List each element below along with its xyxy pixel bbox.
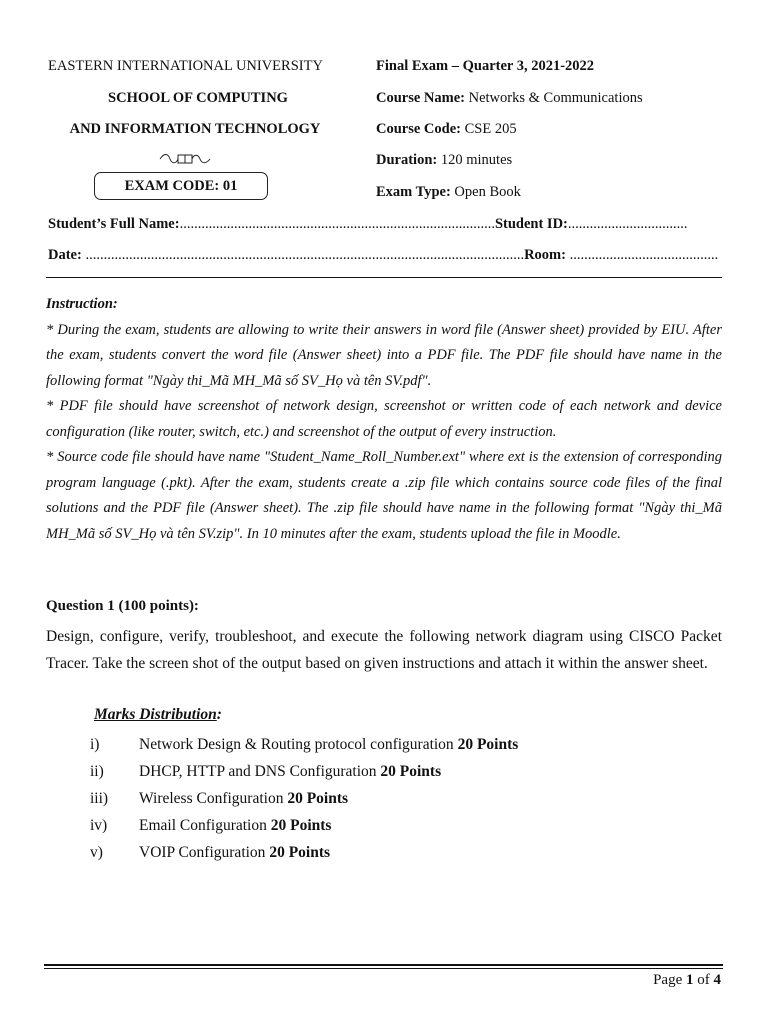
instruction-heading-row [46, 292, 722, 318]
marks-item-points: 20 Points [270, 817, 332, 834]
instruction-heading: Instruction [46, 296, 113, 312]
school-name-line2: AND INFORMATION TECHNOLOGY [69, 121, 321, 137]
room-field[interactable]: ......................................... [569, 247, 719, 263]
instruction-heading-colon: : [112, 296, 118, 312]
student-id-label: Student ID: [494, 216, 568, 232]
marks-distribution-colon: : [216, 706, 222, 723]
footer-divider-thin [44, 968, 723, 969]
course-name-row [376, 90, 643, 107]
header-divider [46, 277, 722, 278]
course-name-label: Course Name: [376, 90, 465, 106]
marks-item-number: iv) [90, 817, 108, 834]
duration-label: Duration: [376, 152, 438, 168]
marks-item-points: 20 Points [380, 763, 442, 780]
date-field[interactable]: ......................................................................................................................... [85, 247, 525, 263]
marks-item [90, 844, 330, 862]
marks-item-text: Wireless Configuration [139, 790, 284, 807]
marks-item-points: 20 Points [287, 790, 349, 807]
marks-item-text: Network Design & Routing protocol configuration [139, 736, 454, 753]
page-number [653, 972, 721, 989]
instruction-paragraph-1: * During the exam, students are allowing to write their answers in word file (Answer sheet) provided by EIU. After the exam, students convert the word file (Answer sheet) into a PDF file. The PDF file should have name in the following format "Ngày thi_Mã MH_Mã số SV_Họ và tên SV.pdf". [46, 321, 722, 389]
course-code-value: CSE 205 [464, 121, 517, 137]
marks-item [90, 763, 441, 781]
marks-item [90, 736, 518, 754]
school-name-line1: SCHOOL OF COMPUTING [108, 90, 288, 106]
page-total: 4 [713, 972, 721, 988]
exam-type-row [376, 184, 521, 201]
duration-row [376, 152, 512, 169]
room-label: Room: [524, 247, 566, 263]
date-room-row [48, 247, 720, 264]
student-name-row [48, 216, 720, 233]
marks-item-number: iii) [90, 790, 109, 807]
marks-distribution-title [94, 706, 222, 724]
footer-divider-thick [44, 964, 723, 966]
of-word: of [697, 972, 710, 988]
marks-item-number: i) [90, 736, 100, 753]
instruction-block [46, 292, 722, 547]
ornament-icon [158, 152, 212, 166]
marks-item-number: v) [90, 844, 103, 861]
student-name-field[interactable]: ....................................................................................... [179, 216, 495, 232]
marks-item-text: VOIP Configuration [139, 844, 266, 861]
course-code-label: Course Code: [376, 121, 461, 137]
duration-value: 120 minutes [440, 152, 513, 168]
marks-distribution-label: Marks Distribution [94, 706, 217, 723]
exam-type-value: Open Book [454, 184, 521, 200]
instruction-paragraph-2: * PDF file should have screenshot of network design, screenshot or written code of each network and device configuration (like router, switch, etc.) and screenshot of the output of every instruction. [46, 398, 722, 440]
student-name-label: Student’s Full Name: [48, 216, 180, 232]
marks-item-points: 20 Points [457, 736, 519, 753]
course-code-row [376, 121, 517, 138]
instruction-paragraph-3: * Source code file should have name "Student_Name_Roll_Number.ext" where ext is the extension of corresponding program language (.pkt). After the exam, students create a .zip file which contains source code files of the final solutions and the PDF file (Answer sheet). The .zip file should have name in the following format "Ngày thi_Mã MH_Mã số SV_Họ và tên SV.zip". In 10 minutes after the exam, students upload the file in Moodle. [46, 449, 722, 542]
marks-item-points: 20 Points [269, 844, 331, 861]
question-title: Question 1 (100 points): [46, 598, 199, 614]
marks-item [90, 790, 348, 808]
university-name: EASTERN INTERNATIONAL UNIVERSITY [48, 58, 323, 74]
marks-item-text: Email Configuration [139, 817, 267, 834]
exam-title: Final Exam – Quarter 3, 2021-2022 [376, 58, 595, 74]
course-name-value: Networks & Communications [468, 90, 643, 106]
marks-item [90, 817, 331, 835]
exam-type-label: Exam Type: [376, 184, 451, 200]
student-id-field[interactable]: ................................. [567, 216, 688, 232]
page-word: Page [653, 972, 683, 988]
marks-item-text: DHCP, HTTP and DNS Configuration [139, 763, 377, 780]
exam-code-box: EXAM CODE: 01 [94, 172, 268, 200]
marks-item-number: ii) [90, 763, 104, 780]
date-label: Date: [48, 247, 82, 263]
question-text: Design, configure, verify, troubleshoot, and execute the following network diagram using CISCO Packet Tracer. Take the screen shot of the output based on given instructions and attach it within the answer sheet. [46, 628, 722, 672]
page-current: 1 [686, 972, 694, 988]
